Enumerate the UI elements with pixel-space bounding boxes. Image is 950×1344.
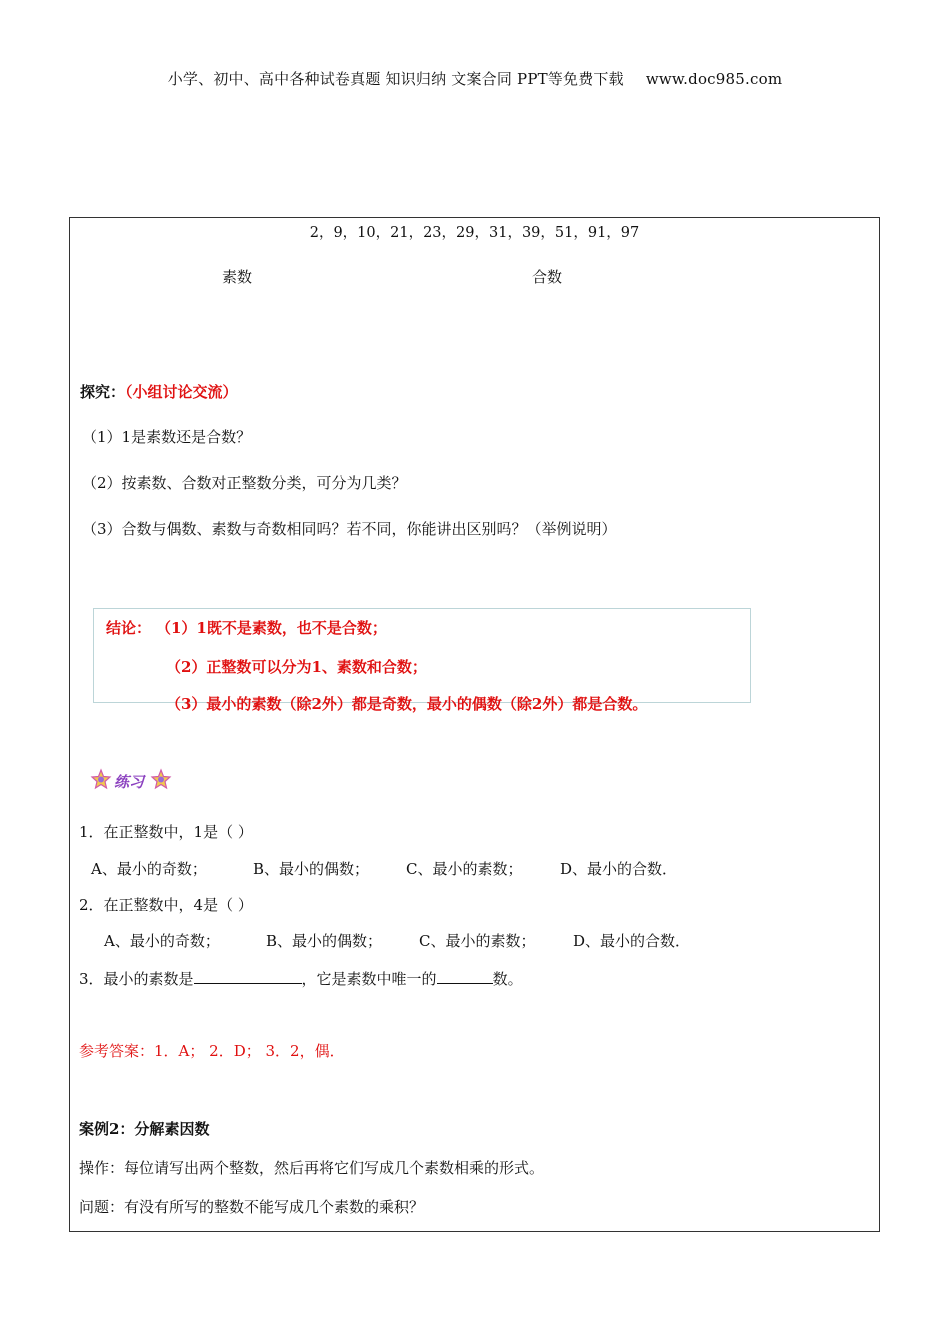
case-2-title: 案例2：分解素因数 [79, 1120, 210, 1138]
exercise-3-part-3: 数。 [492, 970, 523, 988]
practice-badge [90, 768, 172, 796]
exercise-1-option-d: D、最小的合数． [560, 860, 678, 878]
header-text: 小学、初中、高中各种试卷真题 知识归纳 文案合同 PPT等免费下载 [167, 70, 624, 88]
exercise-1: 1．在正整数中，1是（ ） [79, 823, 253, 841]
header-url[interactable]: www.doc985.com [645, 70, 783, 88]
conclusion-item-3: （3）最小的素数（除2外）都是奇数，最小的偶数（除2外）都是合数。 [166, 695, 648, 713]
composite-label: 合数 [532, 268, 563, 286]
explore-title: 探究： [80, 383, 126, 401]
explore-note: （小组讨论交流） [125, 383, 238, 401]
case-2-operation: 操作：每位请写出两个整数，然后再将它们写成几个素数相乘的形式。 [79, 1159, 545, 1177]
exercise-2-option-d: D、最小的合数． [573, 932, 691, 950]
page-header [0, 68, 950, 89]
prime-label: 素数 [222, 268, 253, 286]
case-2-question: 问题：有没有所写的整数不能写成几个素数的乘积？ [79, 1198, 425, 1216]
exercise-1-option-a: A、最小的奇数； [91, 860, 207, 878]
conclusion-box [93, 608, 751, 713]
exercise-2-option-b: B、最小的偶数； [266, 932, 383, 950]
numbers-line: 2，9，10，21，23，29，31，39，51，91，97 [309, 225, 640, 241]
question-2: （2）按素数、合数对正整数分类，可分为几类？ [82, 474, 407, 492]
conclusion-label: 结论： [106, 619, 152, 637]
conclusion-item-2: （2）正整数可以分为1、素数和合数； [166, 658, 427, 676]
practice-label: 练习 [114, 773, 145, 791]
exercise-1-option-c: C、最小的素数； [406, 860, 523, 878]
reference-answer: 参考答案：1．A； 2．D； 3．2，偶． [79, 1042, 345, 1060]
exercise-2: 2．在正整数中，4是（ ） [79, 896, 253, 914]
answer-blank-2[interactable] [437, 969, 493, 984]
exercise-2-option-a: A、最小的奇数； [104, 932, 220, 950]
exercise-3-part-2: ，它是素数中唯一的 [301, 970, 437, 988]
explore-heading [80, 381, 238, 402]
exercise-2-option-c: C、最小的素数； [419, 932, 536, 950]
question-1: （1）1是素数还是合数？ [82, 428, 252, 446]
content-frame [69, 217, 880, 1232]
conclusion-item-1: （1）1既不是素数，也不是合数； [156, 619, 387, 637]
exercise-3-part-1: 3．最小的素数是 [79, 970, 194, 988]
answer-blank-1[interactable] [194, 969, 302, 984]
question-3: （3）合数与偶数、素数与奇数相同吗？若不同，你能讲出区别吗？（举例说明） [82, 520, 617, 538]
exercise-3 [79, 968, 523, 989]
exercise-1-option-b: B、最小的偶数； [253, 860, 370, 878]
